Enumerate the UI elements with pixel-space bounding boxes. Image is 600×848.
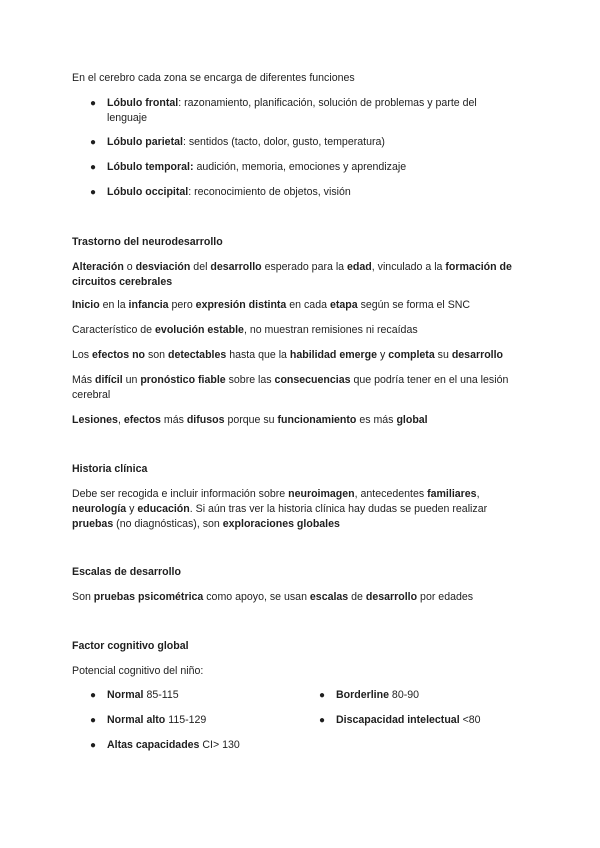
paragraph: Lesiones, efectos más difusos porque su funcionamiento es más global [72,414,428,426]
paragraph: Alteración o desviación del desarrollo esperado para la edad, vinculado a la formación de circuitos cerebrales [72,261,512,288]
bullet-icon: ● [90,98,97,109]
section-title-factor: Factor cognitivo global [72,640,189,652]
bullet-icon: ● [319,690,326,701]
paragraph: Debe ser recogida e incluir información sobre neuroimagen, antecedentes familiares, neurología y educación. Si aún tras ver la historia clínica hay dudas se pueden realizar pruebas (no diagnósticas), son exploraciones globales [72,488,488,530]
bullet-icon: ● [90,740,97,751]
list-item: ● Borderline 80-90 [319,689,420,701]
bullet-icon: ● [90,715,97,726]
list-item: ● Discapacidad intelectual <80 [319,714,481,726]
intro-text: En el cerebro cada zona se encarga de diferentes funciones [72,72,355,84]
list-item: ● Lóbulo frontal: razonamiento, planificación, solución de problemas y parte del lenguaje [90,97,477,124]
paragraph: Son pruebas psicométrica como apoyo, se usan escalas de desarrollo por edades [72,591,474,603]
bullet-icon: ● [90,187,97,198]
bullet-icon: ● [90,690,97,701]
section-title-historia: Historia clínica [72,463,148,475]
paragraph: Característico de evolución estable, no muestran remisiones ni recaídas [72,324,418,336]
list-item: ● Lóbulo temporal: audición, memoria, emociones y aprendizaje [90,161,407,173]
list-item: ● Normal alto 115-129 [90,714,207,726]
section-title-escalas: Escalas de desarrollo [72,566,181,578]
factor-intro: Potencial cognitivo del niño: [72,665,204,677]
paragraph: Los efectos no son detectables hasta que la habilidad emerge y completa su desarrollo [72,349,504,361]
bullet-icon: ● [319,715,326,726]
paragraph: Inicio en la infancia pero expresión distinta en cada etapa según se forma el SNC [72,299,471,311]
section-title-trastorno: Trastorno del neurodesarrollo [72,236,223,248]
list-item: ● Altas capacidades CI> 130 [90,739,240,751]
list-item: ● Lóbulo parietal: sentidos (tacto, dolor, gusto, temperatura) [90,136,385,148]
list-item: ● Normal 85-115 [90,689,179,701]
list-item: ● Lóbulo occipital: reconocimiento de objetos, visión [90,186,351,198]
bullet-icon: ● [90,162,97,173]
paragraph: Más difícil un pronóstico fiable sobre las consecuencias que podría tener en el una lesión cerebral [72,374,509,401]
bullet-icon: ● [90,137,97,148]
